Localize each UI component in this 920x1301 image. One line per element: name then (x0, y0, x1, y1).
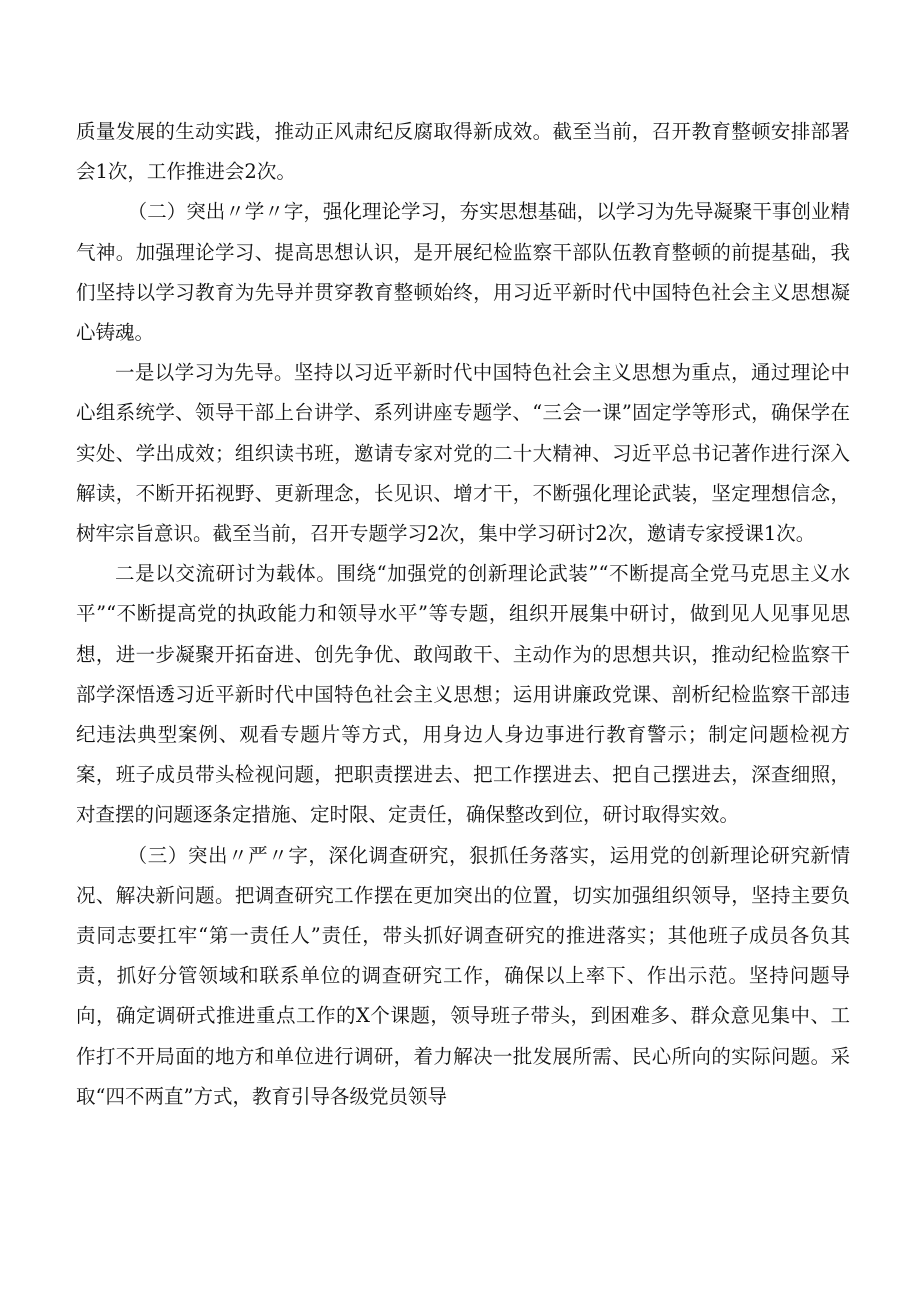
paragraph-discussion: 二是以交流研讨为载体。围绕“加强党的创新理论武装”“不断提高全党马克思主义水平”“不断提高党的执政能力和领导水平”等专题，组织开展集中研讨，做到见人见事见思想，进一步凝聚开拓奋进、创先争优、敢闯敢干、主动作为的思想共识，推动纪检监察干部学深悟透习近平新时代中国特色社会主义思想；运用讲廉政党课、剖析纪检监察干部违纪违法典型案例、观看专题片等方式，用身边人身边事进行教育警示；制定问题检视方案，班子成员带头检视问题，把职责摆进去、把工作摆进去、把自己摆进去，深查细照，对查摆的问题逐条定措施、定时限、定责任，确保整改到位，研讨取得实效。 (76, 562, 850, 827)
section-heading-paragraph-2: （二）突出〃学〃字，强化理论学习，夯实思想基础，以学习为先导凝聚干事创业精气神。加强理论学习、提高思想认识，是开展纪检监察干部队伍教育整顿的前提基础，我们坚持以学习教育为先导并贯穿教育整顿始终，用习近平新时代中国特色社会主义思想凝心铸魂。 (76, 200, 850, 345)
document-page (76, 112, 850, 1117)
paragraph-continuation: 质量发展的生动实践，推动正风肃纪反腐取得新成效。截至当前，召开教育整顿安排部署会1次，工作推进会2次。 (76, 120, 850, 184)
section-heading-paragraph-3: （三）突出〃严〃字，深化调查研究，狠抓任务落实，运用党的创新理论研究新情况、解决新问题。把调查研究工作摆在更加突出的位置，切实加强组织领导，坚持主要负责同志要扛牢“第一责任人”责任，带头抓好调查研究的推进落实；其他班子成员各负其责，抓好分管领域和联系单位的调查研究工作，确保以上率下、作出示范。坚持问题导向，确定调研式推进重点工作的X个课题，领导班子带头，到困难多、群众意见集中、工作打不开局面的地方和单位进行调研，着力解决一批发展所需、民心所向的实际问题。采取“四不两直”方式，教育引导各级党员领导 (76, 843, 850, 1108)
paragraph-study-first: 一是以学习为先导。坚持以习近平新时代中国特色社会主义思想为重点，通过理论中心组系统学、领导干部上台讲学、系列讲座专题学、“三会一课”固定学等形式，确保学在实处、学出成效；组织读书班，邀请专家对党的二十大精神、习近平总书记著作进行深入解读，不断开拓视野、更新理念，长见识、增才干，不断强化理论武装，坚定理想信念，树牢宗旨意识。截至当前，召开专题学习2次，集中学习研讨2次，邀请专家授课1次。 (76, 361, 850, 546)
